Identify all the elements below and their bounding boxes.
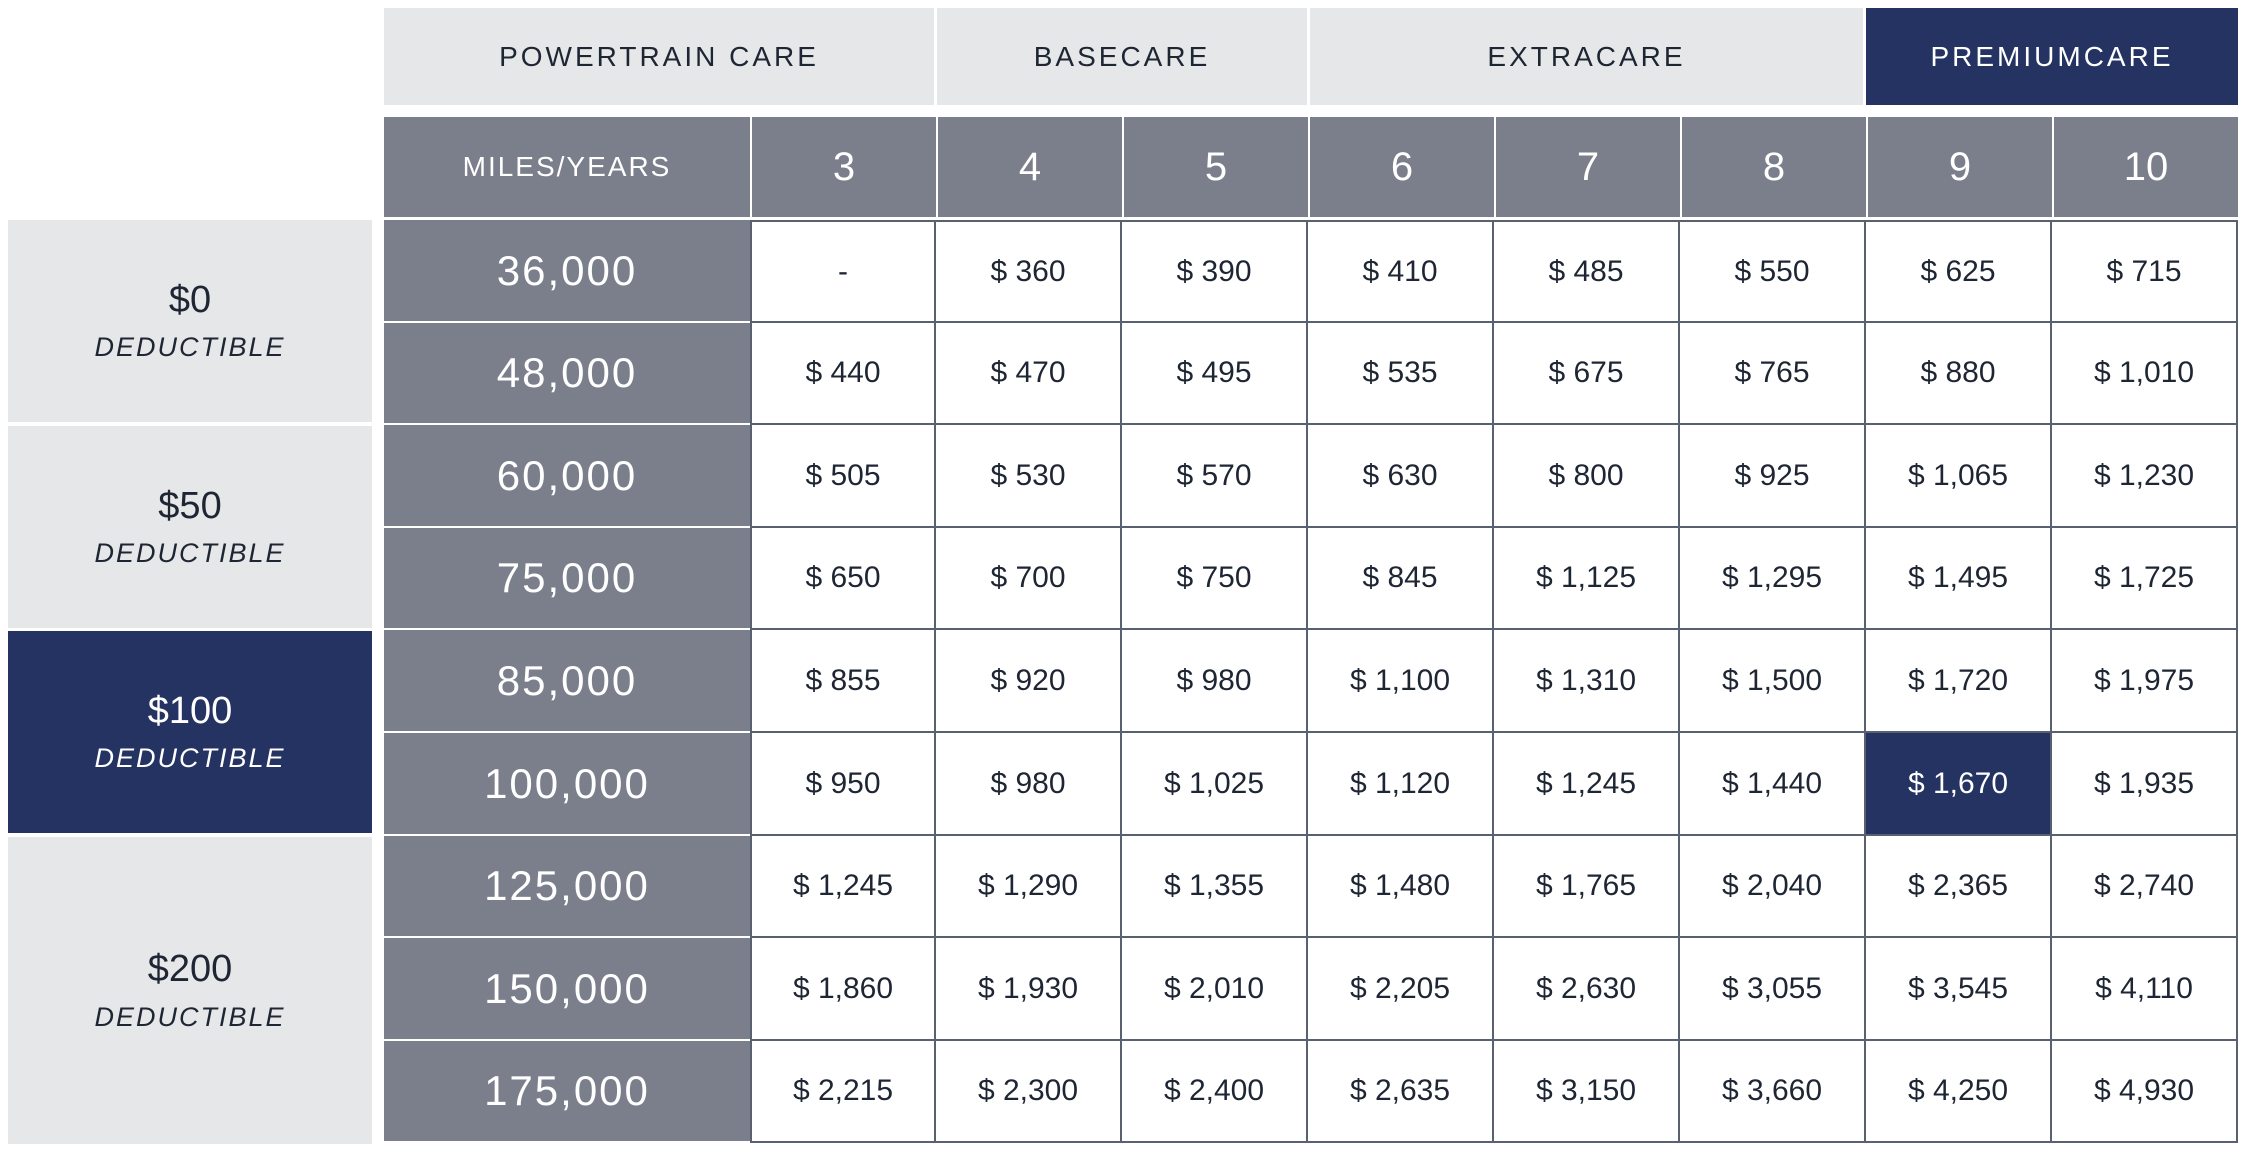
price-value: $ 1,065 <box>1907 458 2009 492</box>
price-value: $ 925 <box>1734 458 1810 492</box>
deductible-amount: $100 <box>147 689 233 732</box>
deductible-amount: $200 <box>147 948 233 991</box>
price-value: $ 2,215 <box>792 1074 894 1107</box>
year-header-6 <box>1308 117 1494 217</box>
price-value: $ 505 <box>805 458 881 492</box>
mileage-label: 100,000 <box>484 759 650 807</box>
plan-header-label: EXTRACARE <box>1487 40 1686 72</box>
price-cell <box>1122 528 1308 630</box>
price-cell <box>750 220 936 323</box>
price-value: $ 675 <box>1548 356 1624 389</box>
price-cell <box>936 1041 1122 1143</box>
price-value: $ 1,125 <box>1535 561 1637 594</box>
mileage-cell <box>384 938 750 1041</box>
price-value: $ 4,110 <box>2095 971 2193 1005</box>
price-value: $ 2,635 <box>1349 1074 1451 1107</box>
price-value: $ 1,725 <box>2093 561 2195 594</box>
price-value: $ 980 <box>1176 663 1252 697</box>
deductible-100 <box>8 631 372 833</box>
price-value: $ 410 <box>1362 254 1438 288</box>
price-value: $ 855 <box>805 663 881 697</box>
price-cell <box>1680 528 1866 630</box>
price-cell <box>2052 630 2238 733</box>
price-value: $ 800 <box>1548 458 1624 492</box>
price-cell <box>750 528 936 630</box>
mileage-cell <box>384 528 750 630</box>
price-value: $ 1,245 <box>1535 766 1637 800</box>
price-cell <box>1680 323 1866 425</box>
price-value: $ 1,935 <box>2093 766 2195 800</box>
price-cell <box>1494 630 1680 733</box>
price-value: $ 2,040 <box>1721 869 1823 902</box>
price-value: $ 1,010 <box>2093 356 2195 389</box>
price-value: $ 920 <box>990 663 1066 697</box>
plan-header-extracare <box>1310 8 1863 105</box>
price-value: $ 1,295 <box>1721 561 1823 594</box>
price-cell <box>750 630 936 733</box>
price-value: $ 980 <box>990 766 1066 800</box>
mileage-cell <box>384 630 750 733</box>
price-cell <box>1122 425 1308 528</box>
price-value: $ 1,310 <box>1535 663 1637 697</box>
price-cell <box>1680 630 1866 733</box>
price-cell <box>1866 630 2052 733</box>
price-value: $ 4,930 <box>2093 1074 2195 1107</box>
price-value: $ 2,300 <box>977 1074 1079 1107</box>
deductible-50 <box>8 426 372 628</box>
price-cell <box>750 323 936 425</box>
price-cell <box>1122 938 1308 1041</box>
deductible-label: DEDUCTIBLE <box>94 743 286 774</box>
deductible-0 <box>8 220 372 422</box>
year-header-5 <box>1122 117 1308 217</box>
price-cell <box>1308 528 1494 630</box>
price-value: $ 3,660 <box>1721 1074 1823 1107</box>
year-header-9 <box>1866 117 2052 217</box>
mileage-label: 75,000 <box>496 554 638 601</box>
mileage-label: 150,000 <box>484 964 650 1012</box>
price-cell <box>1866 938 2052 1041</box>
price-cell <box>1308 220 1494 323</box>
price-cell <box>750 938 936 1041</box>
price-cell <box>1680 938 1866 1041</box>
price-value: $ 1,670 <box>1907 766 2009 800</box>
year-label: 7 <box>1576 144 1600 189</box>
price-value: $ 570 <box>1176 458 1252 492</box>
price-cell <box>1494 836 1680 938</box>
mileage-cell <box>384 733 750 836</box>
price-value: $ 2,365 <box>1907 869 2009 902</box>
price-value: $ 470 <box>990 356 1066 389</box>
price-value: $ 1,230 <box>2093 458 2195 492</box>
price-cell <box>2052 836 2238 938</box>
price-cell <box>750 425 936 528</box>
price-cell <box>1866 836 2052 938</box>
price-cell <box>1308 1041 1494 1143</box>
price-cell <box>936 528 1122 630</box>
price-value: $ 1,480 <box>1349 869 1451 902</box>
price-cell <box>936 733 1122 836</box>
mileage-cell <box>384 836 750 938</box>
price-value: $ 530 <box>990 458 1066 492</box>
price-value: $ 440 <box>805 356 881 389</box>
price-value: $ 2,205 <box>1349 971 1451 1005</box>
price-cell <box>1494 528 1680 630</box>
deductible-amount: $0 <box>168 278 212 321</box>
price-cell <box>936 323 1122 425</box>
price-cell <box>936 630 1122 733</box>
plan-header-premiumcare <box>1866 8 2238 105</box>
year-label: 8 <box>1762 144 1786 189</box>
price-value: $ 1,860 <box>792 971 894 1005</box>
year-header-3 <box>750 117 936 217</box>
deductible-amount: $50 <box>158 484 222 527</box>
plan-header-label: BASECARE <box>1033 40 1211 72</box>
price-value: $ 765 <box>1734 356 1810 389</box>
price-value: $ 845 <box>1362 561 1438 594</box>
price-value: $ 390 <box>1176 254 1252 288</box>
price-value: $ 550 <box>1734 254 1810 288</box>
mileage-cell <box>384 323 750 425</box>
price-cell <box>750 733 936 836</box>
year-label: 9 <box>1948 144 1972 189</box>
mileage-cell <box>384 1041 750 1143</box>
price-cell <box>1680 1041 1866 1143</box>
price-value: $ 880 <box>1920 356 1996 389</box>
price-cell <box>2052 220 2238 323</box>
plan-header-label: POWERTRAIN CARE <box>499 40 819 72</box>
mileage-label: 48,000 <box>496 349 638 396</box>
price-value: - <box>838 254 848 288</box>
price-cell <box>1308 733 1494 836</box>
mileage-label: 36,000 <box>496 246 638 294</box>
price-cell <box>936 220 1122 323</box>
price-value: $ 1,765 <box>1535 869 1637 902</box>
price-value: $ 1,720 <box>1907 663 2009 697</box>
price-value: $ 360 <box>990 254 1066 288</box>
price-value: $ 950 <box>805 766 881 800</box>
price-cell <box>936 836 1122 938</box>
price-value: $ 485 <box>1548 254 1624 288</box>
price-cell <box>1122 733 1308 836</box>
mileage-label: 85,000 <box>496 656 638 704</box>
mileage-cell <box>384 425 750 528</box>
price-value: $ 630 <box>1362 458 1438 492</box>
price-cell <box>2052 323 2238 425</box>
price-cell <box>1122 1041 1308 1143</box>
price-cell <box>2052 733 2238 836</box>
price-cell <box>1494 220 1680 323</box>
price-cell <box>936 938 1122 1041</box>
year-label: 4 <box>1018 144 1042 189</box>
deductible-label: DEDUCTIBLE <box>94 332 286 363</box>
price-cell <box>1866 323 2052 425</box>
price-cell <box>1680 425 1866 528</box>
price-value: $ 3,150 <box>1535 1074 1637 1107</box>
mileage-label: 125,000 <box>484 862 650 909</box>
price-cell <box>750 1041 936 1143</box>
price-cell <box>1866 220 2052 323</box>
price-cell <box>1866 733 2052 836</box>
plan-header-powertrain-care <box>384 8 934 105</box>
price-cell <box>1308 425 1494 528</box>
price-value: $ 1,025 <box>1163 766 1265 800</box>
plan-header-basecare <box>937 8 1307 105</box>
price-value: $ 700 <box>990 561 1066 594</box>
year-header-4 <box>936 117 1122 217</box>
price-cell <box>1680 733 1866 836</box>
price-value: $ 1,500 <box>1721 663 1823 697</box>
price-cell <box>1680 220 1866 323</box>
price-value: $ 1,120 <box>1349 766 1451 800</box>
price-value: $ 1,975 <box>2093 663 2195 697</box>
price-cell <box>1494 425 1680 528</box>
price-value: $ 1,440 <box>1721 766 1823 800</box>
price-value: $ 2,740 <box>2093 869 2195 902</box>
price-value: $ 3,545 <box>1907 971 2009 1005</box>
miles-years-header <box>384 117 750 217</box>
year-header-8 <box>1680 117 1866 217</box>
price-cell <box>1494 733 1680 836</box>
price-cell <box>1122 220 1308 323</box>
price-cell <box>1308 938 1494 1041</box>
price-value: $ 495 <box>1176 356 1252 389</box>
deductible-label: DEDUCTIBLE <box>94 1001 286 1032</box>
price-cell <box>1680 836 1866 938</box>
price-value: $ 1,245 <box>792 869 894 902</box>
price-cell <box>1866 425 2052 528</box>
price-cell <box>1494 323 1680 425</box>
price-cell <box>1866 1041 2052 1143</box>
price-value: $ 2,400 <box>1163 1074 1265 1107</box>
deductible-label: DEDUCTIBLE <box>94 538 286 569</box>
mileage-label: 175,000 <box>484 1067 650 1114</box>
plan-header-label: PREMIUMCARE <box>1930 40 2174 72</box>
price-value: $ 2,010 <box>1163 971 1265 1005</box>
year-label: 5 <box>1204 144 1228 189</box>
price-cell <box>1122 836 1308 938</box>
price-value: $ 1,290 <box>977 869 1079 902</box>
price-cell <box>2052 1041 2238 1143</box>
price-cell <box>2052 938 2238 1041</box>
price-cell <box>1122 630 1308 733</box>
year-label: 3 <box>832 144 856 189</box>
price-value: $ 1,495 <box>1907 561 2009 594</box>
price-value: $ 650 <box>805 561 881 594</box>
price-value: $ 1,930 <box>977 971 1079 1005</box>
year-label: 10 <box>2123 144 2169 189</box>
price-cell <box>2052 528 2238 630</box>
price-value: $ 535 <box>1362 356 1438 389</box>
price-value: $ 3,055 <box>1721 971 1823 1005</box>
price-cell <box>936 425 1122 528</box>
price-value: $ 625 <box>1920 254 1996 288</box>
year-header-7 <box>1494 117 1680 217</box>
price-cell <box>1866 528 2052 630</box>
price-value: $ 750 <box>1176 561 1252 594</box>
miles-years-label: MILES/YEARS <box>462 151 672 182</box>
price-cell <box>750 836 936 938</box>
price-value: $ 4,250 <box>1907 1074 2009 1107</box>
mileage-cell <box>384 220 750 323</box>
mileage-label: 60,000 <box>496 451 638 499</box>
price-cell <box>1308 836 1494 938</box>
price-cell <box>1494 1041 1680 1143</box>
price-cell <box>1494 938 1680 1041</box>
price-cell <box>2052 425 2238 528</box>
year-label: 6 <box>1390 144 1414 189</box>
price-cell <box>1122 323 1308 425</box>
price-value: $ 1,355 <box>1163 869 1265 902</box>
price-value: $ 715 <box>2106 254 2182 288</box>
price-cell <box>1308 630 1494 733</box>
year-header-10 <box>2052 117 2238 217</box>
price-value: $ 2,630 <box>1535 971 1637 1005</box>
price-value: $ 1,100 <box>1349 663 1451 697</box>
price-cell <box>1308 323 1494 425</box>
deductible-200 <box>8 837 372 1144</box>
